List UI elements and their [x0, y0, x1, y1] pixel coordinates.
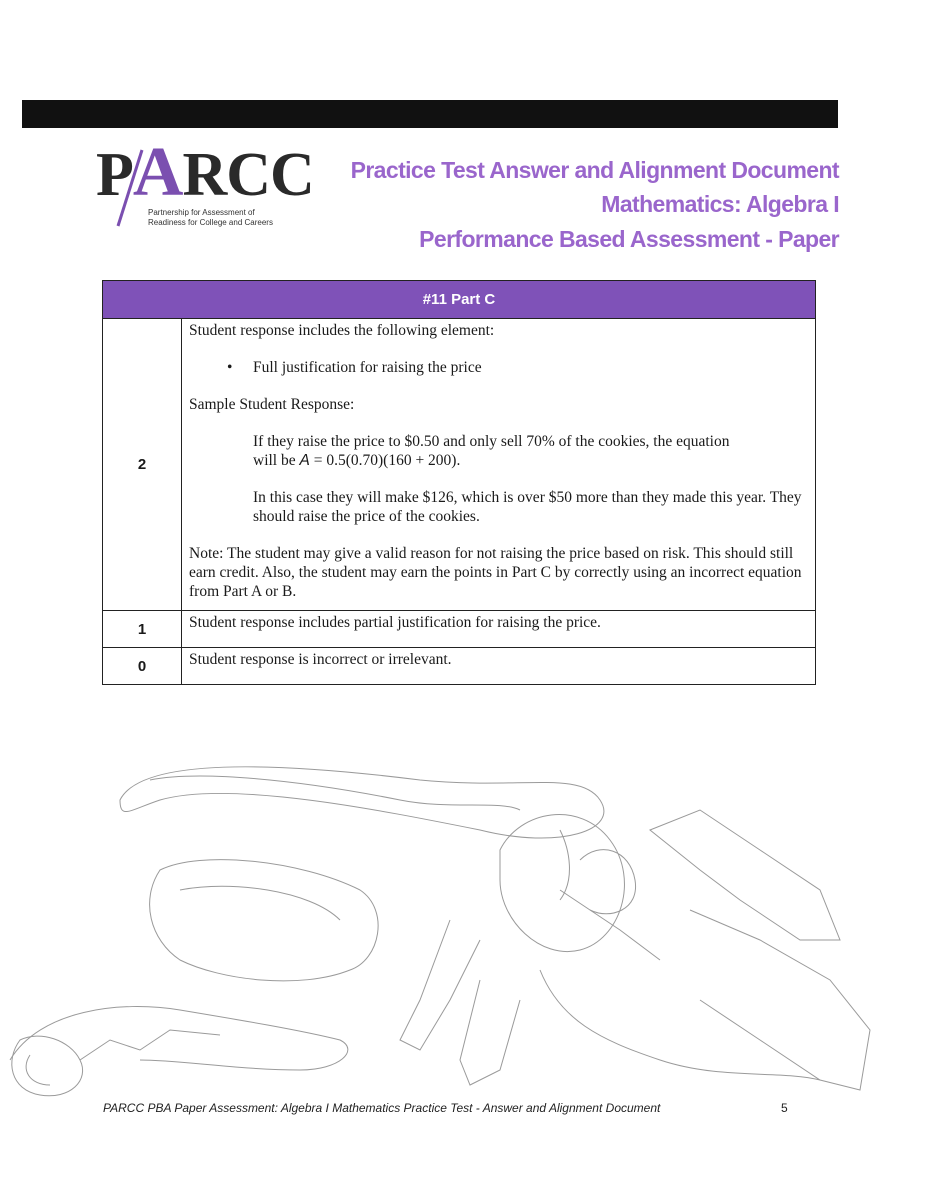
score-cell: 1 — [103, 611, 182, 648]
page-footer: PARCC PBA Paper Assessment: Algebra I Mathematics Practice Test - Answer and Alignment Document — [103, 1101, 661, 1115]
page-number: 5 — [781, 1101, 788, 1115]
top-black-bar — [22, 100, 838, 128]
doc-title-line2: Mathematics: Algebra I — [601, 191, 839, 217]
rubric-bullet: • Full justification for raising the price — [227, 359, 482, 376]
score-cell: 2 — [103, 319, 182, 611]
description-cell: Student response includes partial justification for raising the price. — [182, 611, 816, 648]
doc-title-line1: Practice Test Answer and Alignment Document — [350, 157, 839, 183]
sample-paragraph-2: In this case they will make $126, which is over $50 more than they made this year. They should raise the price of the cookies. — [253, 489, 802, 525]
sample-label: Sample Student Response: — [189, 396, 355, 413]
rubric-note: Note: The student may give a valid reason for not raising the price based on risk. This should still earn credit. Also, the student may earn the points in Part C by correctly using an incorrect equation from Part A or B. — [189, 545, 802, 600]
score-cell: 0 — [103, 648, 182, 685]
parcc-logo — [96, 134, 314, 248]
sample-paragraph-1: If they raise the price to $0.50 and only sell 70% of the cookies, the equation will be A = 0.5(0.70)(160 + 200). — [253, 433, 730, 469]
description-cell: Student response is incorrect or irrelevant. — [182, 648, 816, 685]
description-cell — [182, 319, 816, 611]
table-row — [103, 319, 816, 611]
doc-title-line3: Performance Based Assessment - Paper — [419, 226, 839, 252]
scoring-rubric-table — [102, 280, 816, 685]
keys-sketch-illustration — [0, 740, 927, 1120]
table-row — [103, 648, 816, 685]
bullet-icon: • — [227, 359, 233, 376]
rubric-intro: Student response includes the following element: — [189, 322, 495, 339]
table-title: #11 Part C — [103, 281, 816, 319]
logo-subtitle: Partnership for Assessment of Readiness for College and Careers — [148, 208, 273, 227]
logo-wordmark: PARCC — [96, 134, 314, 211]
table-header-row — [103, 281, 816, 319]
table-row — [103, 611, 816, 648]
